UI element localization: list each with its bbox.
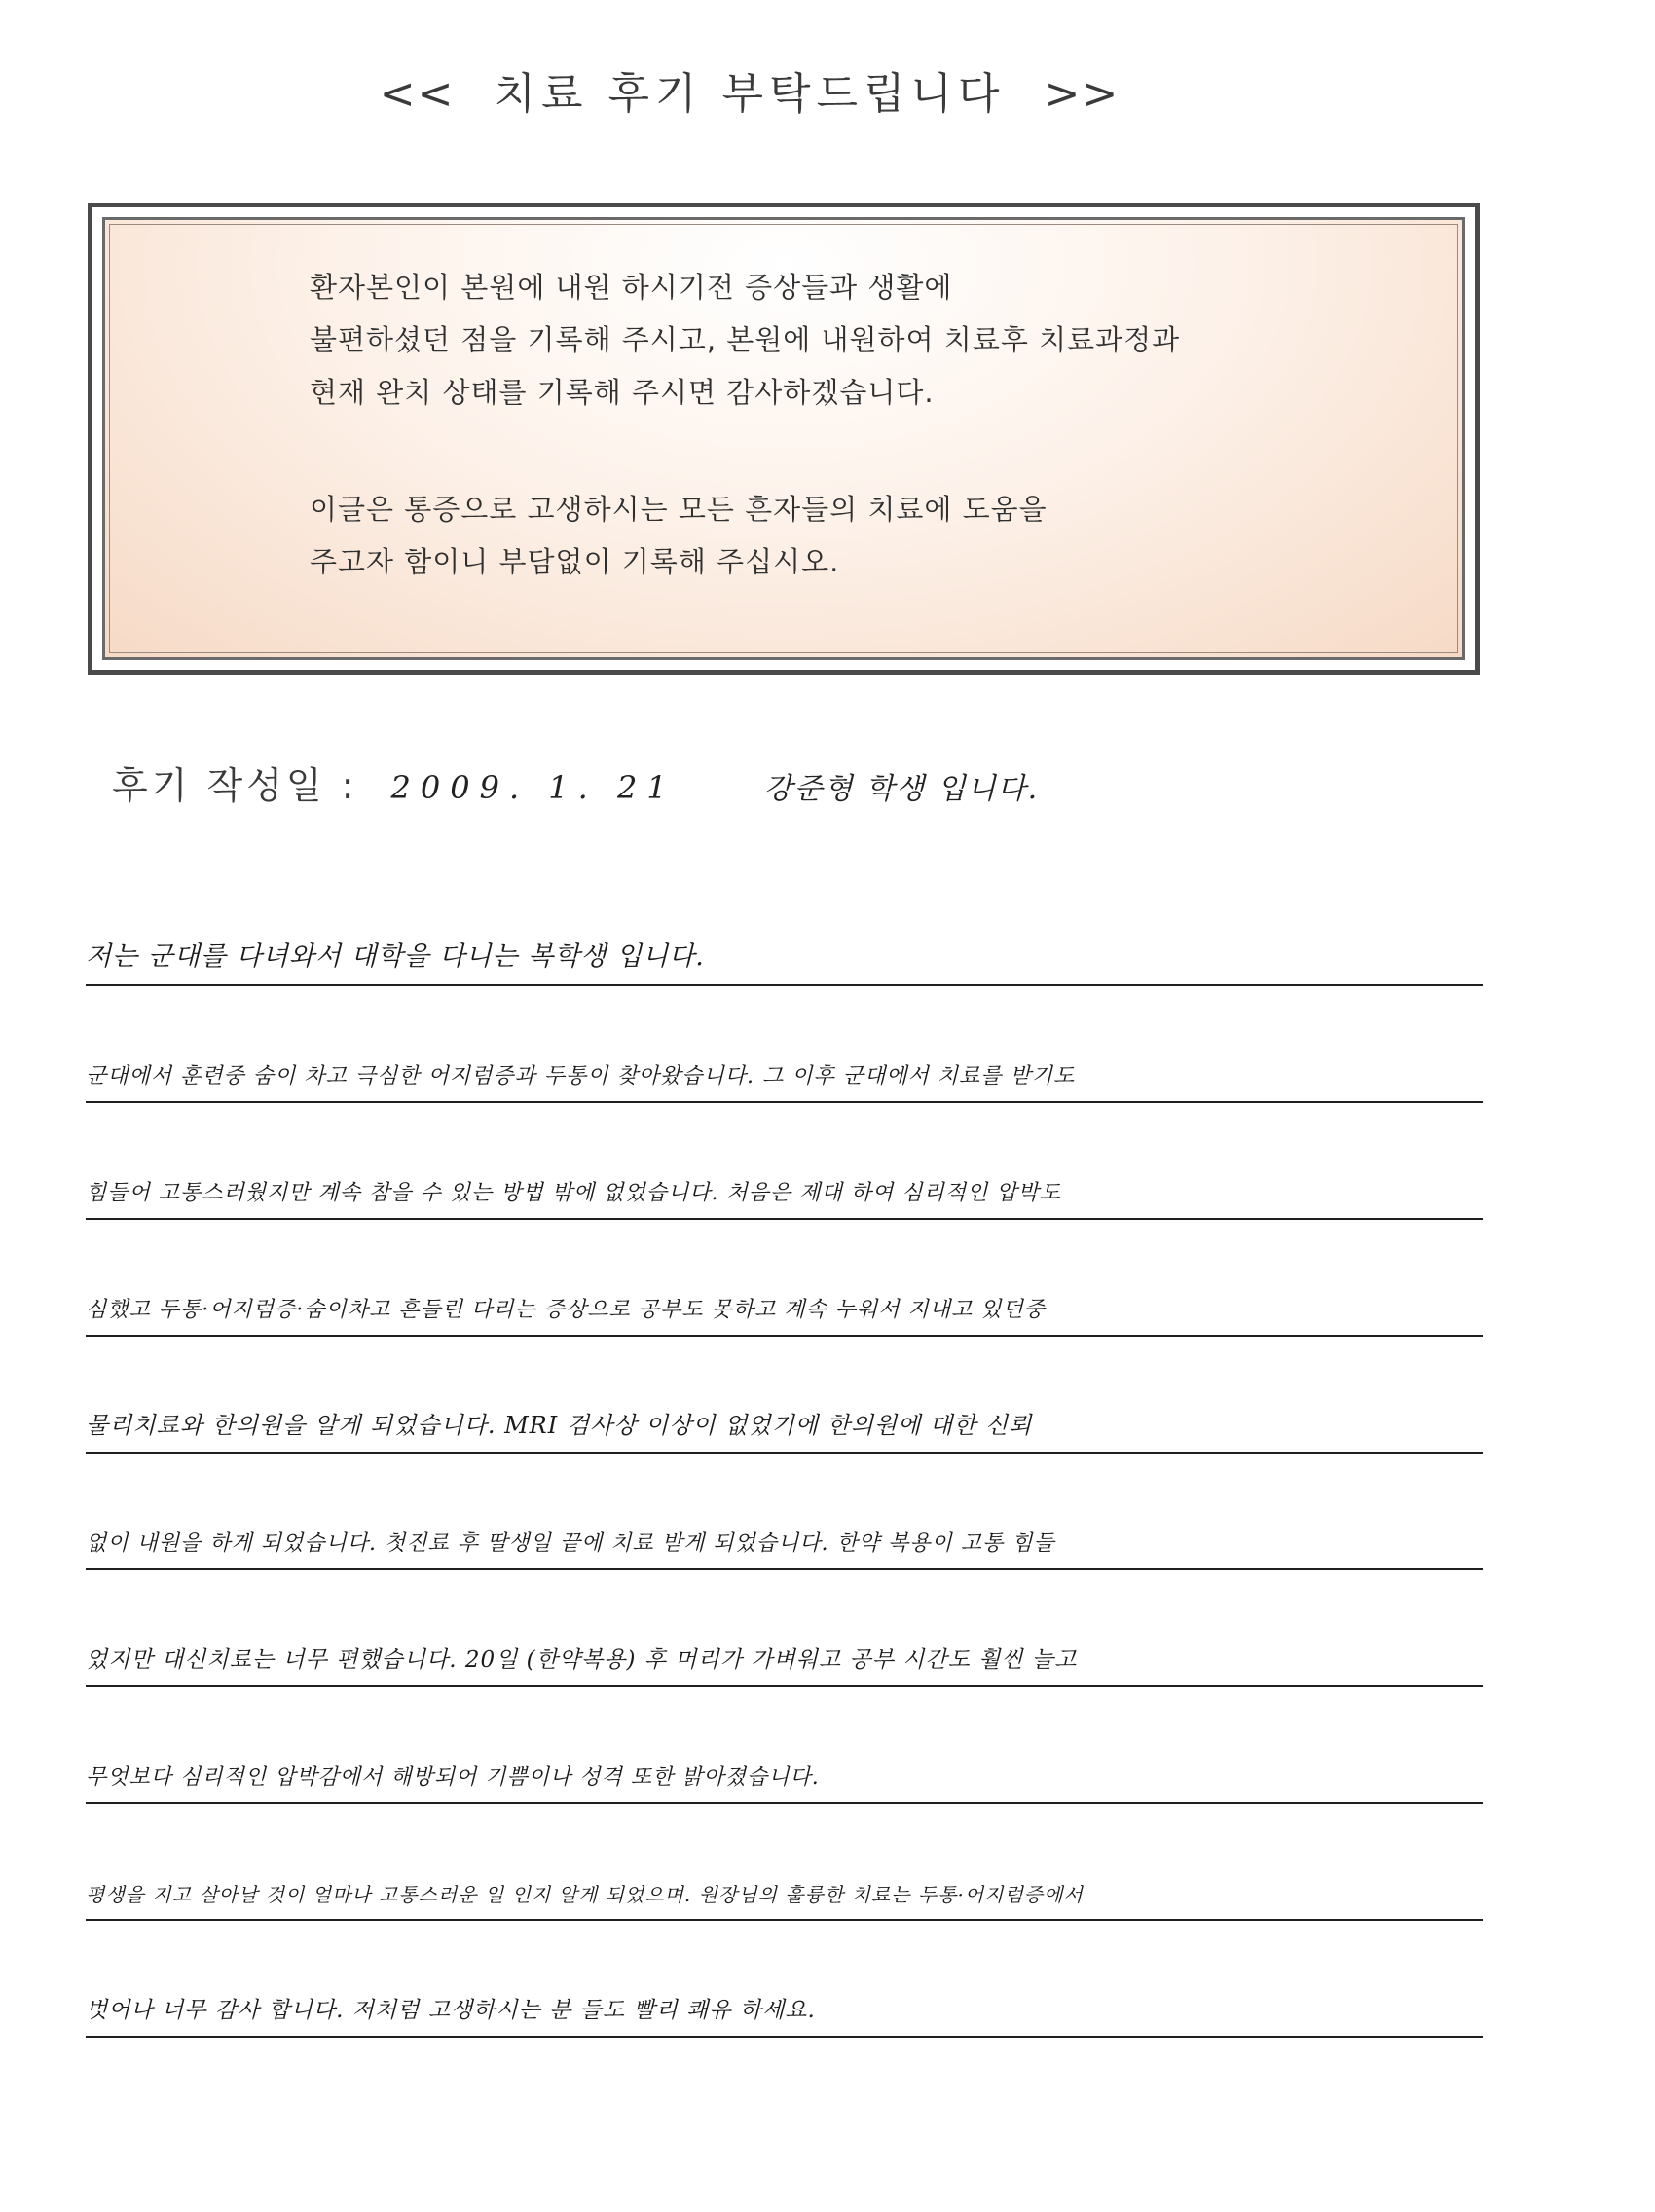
handwritten-text: 었지만 대신치료는 너무 편했습니다. 20일 (한약복용) 후 머리가 가벼워고 공부 시간도 훨씬 늘고 bbox=[86, 1647, 1078, 1673]
handwritten-text: 저는 군대를 다녀와서 대학을 다니는 복학생 입니다. bbox=[86, 941, 705, 972]
handwritten-line bbox=[86, 1378, 1483, 1454]
handwritten-line bbox=[86, 1728, 1483, 1804]
review-date-row bbox=[112, 756, 1039, 814]
handwritten-text: 군대에서 훈련중 숨이 차고 극심한 어지럼증과 두통이 찾아왔습니다. 그 이후 군대에서 치료를 받기도 bbox=[86, 1064, 1076, 1088]
handwritten-text: 심했고 두통·어지럼증·숨이차고 흔들린 다리는 증상으로 공부도 못하고 계속 누워서 지내고 있던중 bbox=[86, 1298, 1047, 1322]
handwritten-line bbox=[86, 1027, 1483, 1103]
handwritten-text: 없이 내원을 하게 되었습니다. 첫진료 후 딸생일 끝에 치료 받게 되었습니다. 한약 복용이 고통 힘들 bbox=[86, 1531, 1055, 1556]
handwritten-line bbox=[86, 1494, 1483, 1570]
handwritten-line bbox=[86, 910, 1483, 986]
title-right-mark: >> bbox=[1044, 69, 1121, 119]
handwritten-text: 평생을 지고 살아날 것이 얼마나 고통스러운 일 인지 알게 되었으며. 원장님의 훌륭한 치료는 두통·어지럼증에서 bbox=[86, 1883, 1084, 1906]
handwritten-text: 무엇보다 심리적인 압박감에서 해방되어 기쁨이나 성격 또한 밝아졌습니다. bbox=[86, 1765, 820, 1789]
handwritten-line bbox=[86, 1845, 1483, 1921]
notice-box bbox=[88, 203, 1480, 675]
title-left-mark: << bbox=[379, 69, 456, 119]
page-title bbox=[0, 58, 1499, 121]
notice-box-inner bbox=[102, 217, 1465, 660]
notice-line: 불편하셨던 점을 기록해 주시고, 본원에 내원하여 치료후 치료과정과 bbox=[310, 323, 1181, 356]
title-text: 치료 후기 부탁드립니다 bbox=[494, 69, 1006, 119]
handwritten-line bbox=[86, 1144, 1483, 1220]
review-author: 강준형 학생 입니다. bbox=[763, 772, 1040, 806]
handwritten-text: 벗어나 너무 감사 합니다. 저처럼 고생하시는 분 들도 빨리 쾌유 하세요. bbox=[86, 1998, 816, 2023]
review-date-value: 2009. 1. 21 bbox=[390, 769, 677, 806]
notice-paragraph-1 bbox=[310, 261, 1429, 419]
handwritten-text: 힘들어 고통스러웠지만 계속 참을 수 있는 방법 밖에 없었습니다. 처음은 제대 하여 심리적인 압박도 bbox=[86, 1181, 1061, 1205]
handwritten-line bbox=[86, 1611, 1483, 1687]
notice-line: 이글은 통증으로 고생하시는 모든 흔자들의 치료에 도움을 bbox=[310, 493, 1048, 526]
review-date-label: 후기 작성일 : bbox=[112, 764, 358, 807]
notice-line: 환자본인이 본원에 내원 하시기전 증상들과 생활에 bbox=[310, 271, 953, 304]
handwritten-line bbox=[86, 1962, 1483, 2038]
notice-line: 현재 완치 상태를 기록해 주시면 감사하겠습니다. bbox=[310, 376, 935, 409]
notice-paragraph-2 bbox=[310, 483, 1429, 588]
handwritten-line bbox=[86, 1261, 1483, 1337]
handwritten-text: 물리치료와 한의원을 알게 되었습니다. MRI 검사상 이상이 없었기에 한의원에 대한 신뢰 bbox=[86, 1412, 1033, 1439]
notice-line: 주고자 함이니 부담없이 기록해 주십시오. bbox=[310, 545, 840, 578]
